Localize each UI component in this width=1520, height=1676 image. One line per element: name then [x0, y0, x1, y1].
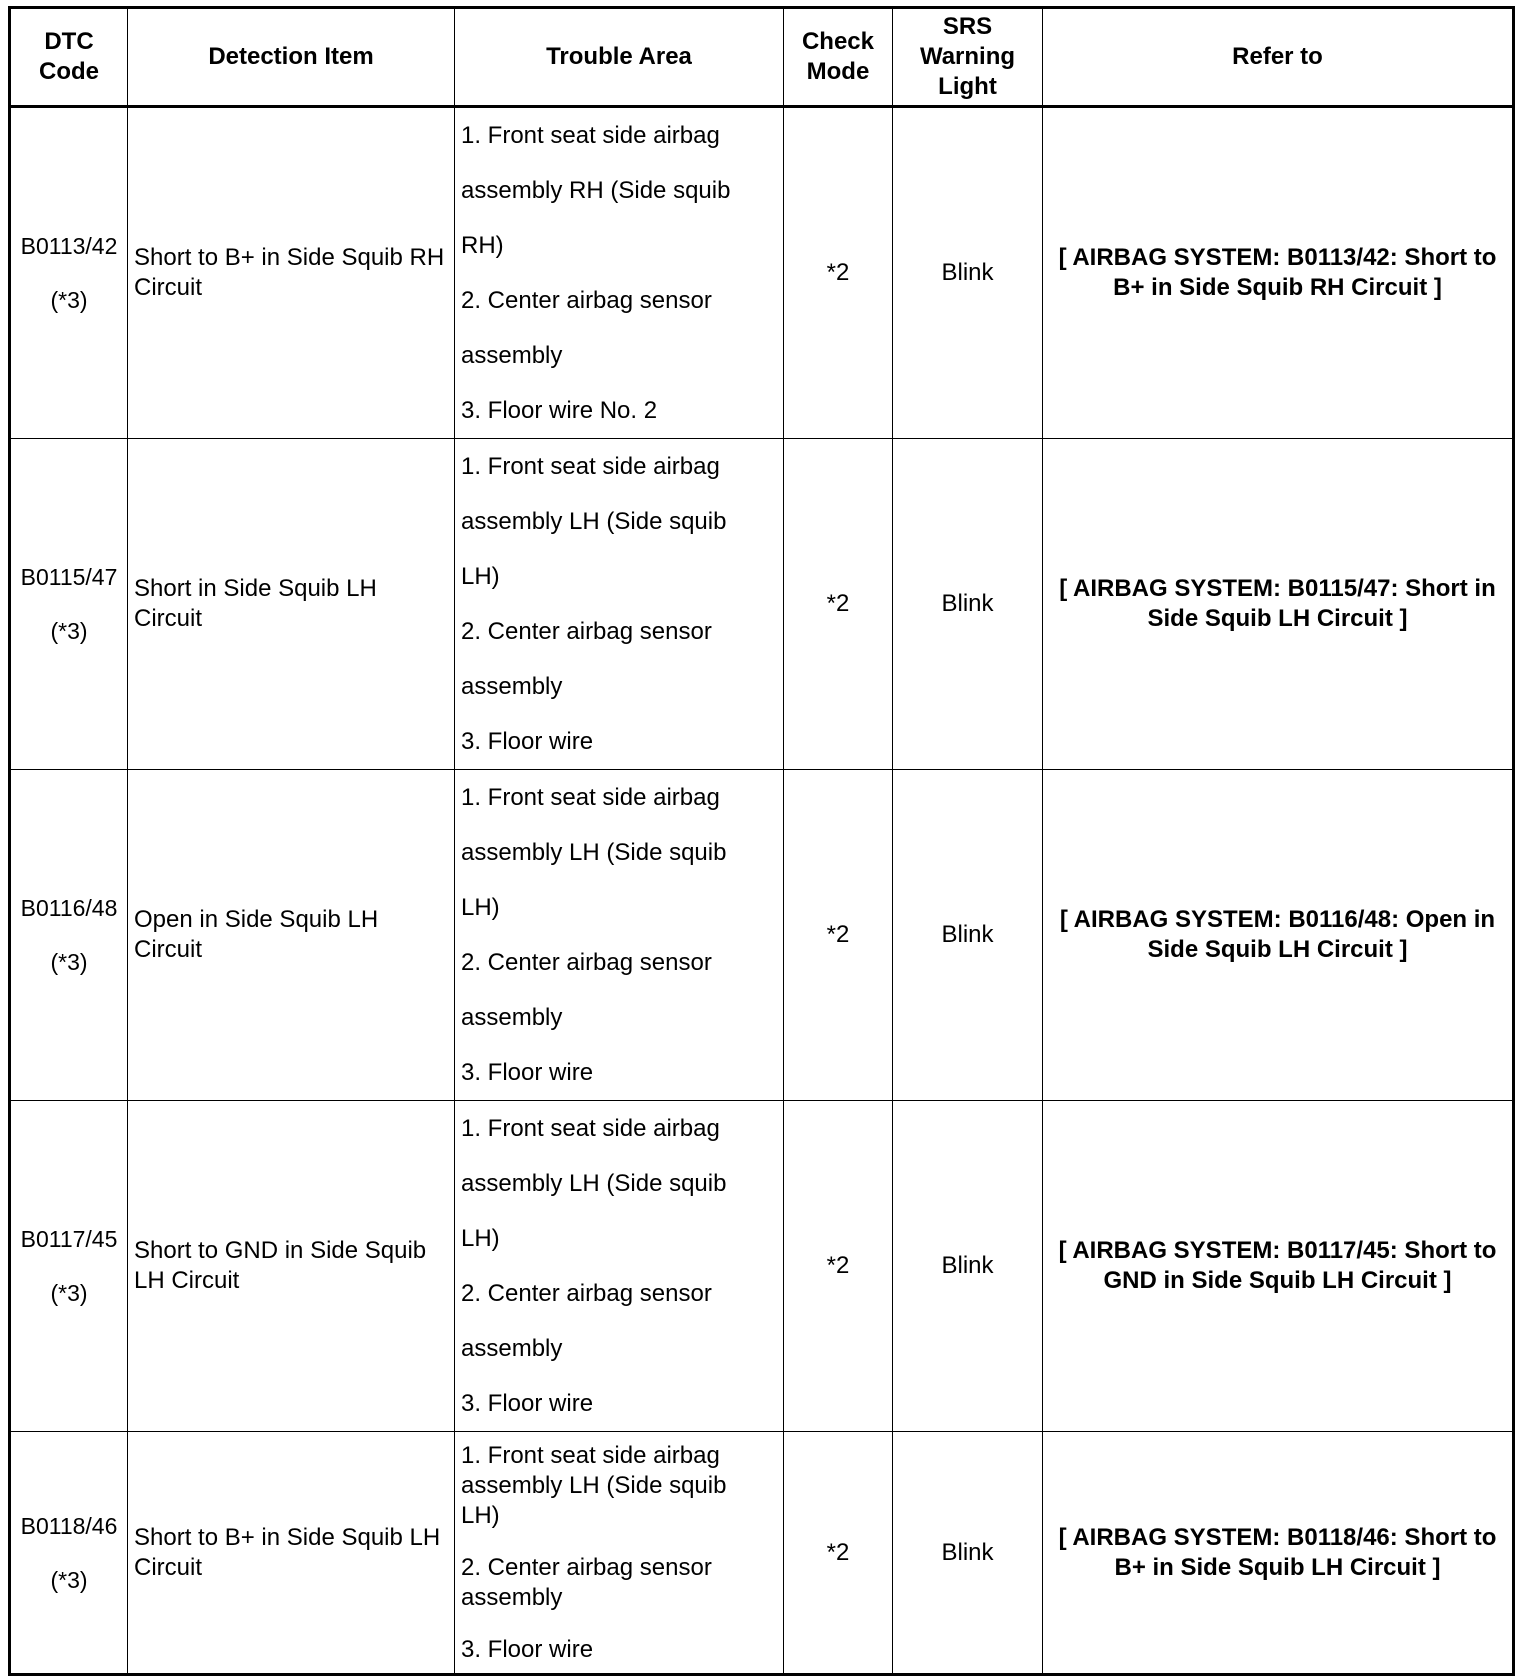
srs-warning-light: Blink — [893, 107, 1043, 439]
dtc-note: (*3) — [50, 949, 88, 975]
dtc-code-cell — [10, 770, 128, 1101]
dtc-code-cell — [10, 1432, 128, 1675]
dtc-note: (*3) — [50, 1566, 88, 1593]
header-trouble-area: Trouble Area — [455, 8, 784, 107]
dtc-note: (*3) — [50, 287, 88, 313]
table-row — [10, 1101, 1514, 1432]
refer-to-link[interactable]: [ AIRBAG SYSTEM: B0117/45: Short to GND in Side Squib LH Circuit ] — [1043, 1101, 1514, 1432]
dtc-note: (*3) — [50, 1280, 88, 1306]
header-srs-warning-light: SRS Warning Light — [893, 8, 1043, 107]
check-mode: *2 — [784, 1432, 893, 1675]
table-row — [10, 1432, 1514, 1675]
table-row — [10, 107, 1514, 439]
dtc-code: B0117/45 — [20, 1226, 118, 1252]
trouble-area: 1. Front seat side airbag assembly LH (Side squib LH) 2. Center airbag sensor assembly 3. Floor wire — [455, 439, 784, 770]
detection-item: Short in Side Squib LH Circuit — [128, 439, 455, 770]
srs-warning-light: Blink — [893, 770, 1043, 1101]
trouble-area: 1. Front seat side airbag assembly LH (Side squib LH) 2. Center airbag sensor assembly 3. Floor wire — [455, 770, 784, 1101]
header-detection-item: Detection Item — [128, 8, 455, 107]
trouble-area: 1. Front seat side airbag assembly LH (Side squib LH) 2. Center airbag sensor assembly 3. Floor wire — [455, 1432, 784, 1675]
check-mode: *2 — [784, 770, 893, 1101]
detection-item: Short to B+ in Side Squib LH Circuit — [128, 1432, 455, 1675]
dtc-code: B0113/42 — [20, 233, 118, 259]
table-row — [10, 439, 1514, 770]
srs-warning-light: Blink — [893, 1432, 1043, 1675]
header-refer-to: Refer to — [1043, 8, 1514, 107]
header-row — [10, 8, 1514, 107]
dtc-note: (*3) — [50, 618, 88, 644]
trouble-area: 1. Front seat side airbag assembly LH (Side squib LH) 2. Center airbag sensor assembly 3. Floor wire — [455, 1101, 784, 1432]
trouble-area: 1. Front seat side airbag assembly RH (Side squib RH) 2. Center airbag sensor assembly 3. Floor wire No. 2 — [455, 107, 784, 439]
dtc-code: B0118/46 — [20, 1512, 118, 1539]
refer-to-link[interactable]: [ AIRBAG SYSTEM: B0115/47: Short in Side Squib LH Circuit ] — [1043, 439, 1514, 770]
refer-to-link[interactable]: [ AIRBAG SYSTEM: B0113/42: Short to B+ in Side Squib RH Circuit ] — [1043, 107, 1514, 439]
srs-warning-light: Blink — [893, 1101, 1043, 1432]
dtc-table — [8, 6, 1515, 1676]
check-mode: *2 — [784, 1101, 893, 1432]
refer-to-link[interactable]: [ AIRBAG SYSTEM: B0116/48: Open in Side Squib LH Circuit ] — [1043, 770, 1514, 1101]
dtc-code-cell — [10, 439, 128, 770]
dtc-code: B0115/47 — [20, 564, 118, 590]
check-mode: *2 — [784, 439, 893, 770]
refer-to-link[interactable]: [ AIRBAG SYSTEM: B0118/46: Short to B+ in Side Squib LH Circuit ] — [1043, 1432, 1514, 1675]
header-dtc-code: DTC Code — [10, 8, 128, 107]
dtc-code-cell — [10, 1101, 128, 1432]
srs-warning-light: Blink — [893, 439, 1043, 770]
detection-item: Short to GND in Side Squib LH Circuit — [128, 1101, 455, 1432]
check-mode: *2 — [784, 107, 893, 439]
detection-item: Open in Side Squib LH Circuit — [128, 770, 455, 1101]
detection-item: Short to B+ in Side Squib RH Circuit — [128, 107, 455, 439]
header-check-mode: Check Mode — [784, 8, 893, 107]
table-row — [10, 770, 1514, 1101]
dtc-code: B0116/48 — [20, 895, 118, 921]
dtc-code-cell — [10, 107, 128, 439]
